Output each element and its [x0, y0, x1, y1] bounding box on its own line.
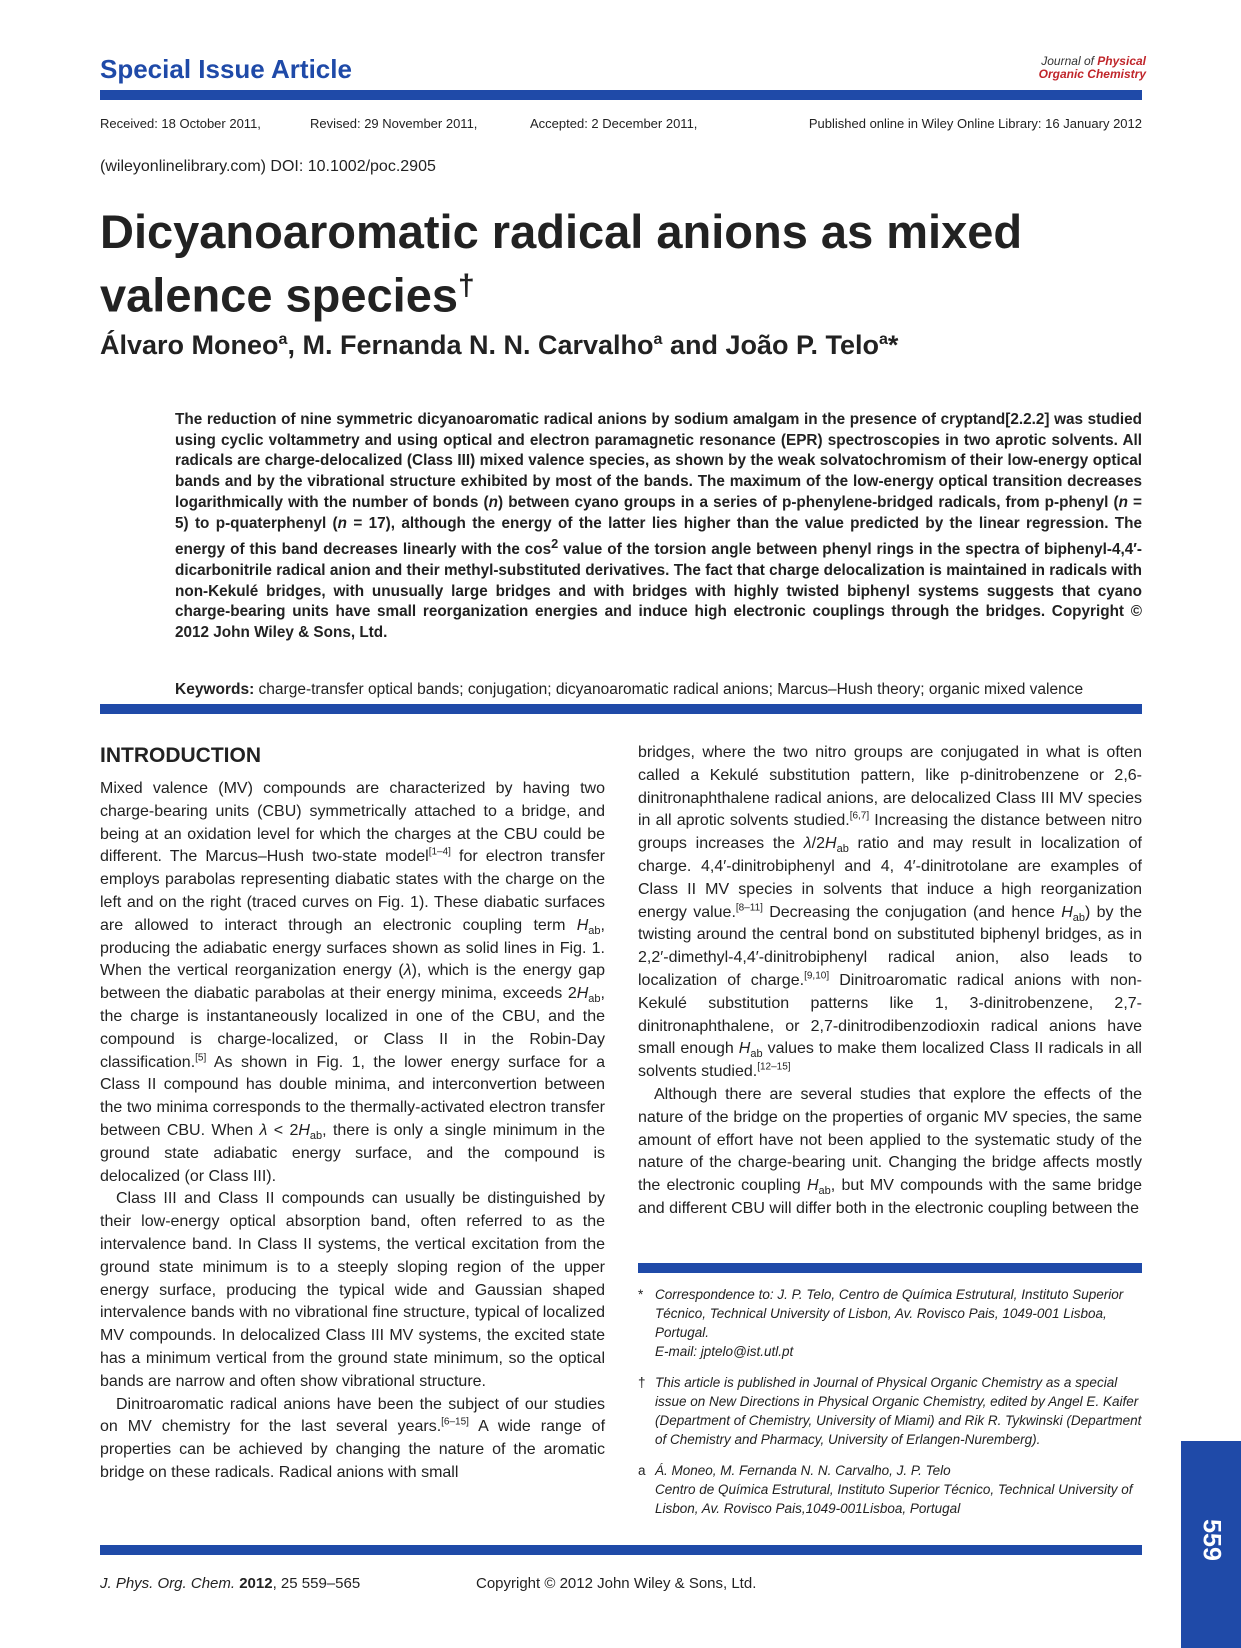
citation[interactable]: [5] [195, 1052, 207, 1064]
citation[interactable]: [1–4] [428, 847, 451, 859]
author-affiliation-mark: a [653, 331, 663, 348]
col2-paragraph-2: Although there are several studies that explore the effects of the nature of the bridge on the properties of organic MV species, the same amount of effort have not been applied to the systematic study of the nature of the charge-bearing unit. Changing the bridge affects mostly the electronic coupling $H_{ab}$, but MV compounds with the same bridge and different CBU will differ both in the electronic coupling between the [638, 1085, 1142, 1217]
published-date: Published online in Wiley Online Library: 16 January 2012 [808, 116, 1142, 131]
header-rule [100, 90, 1142, 100]
footer-rule [100, 1545, 1142, 1555]
footnotes [638, 1285, 1142, 1530]
footnote-rule [638, 1263, 1142, 1273]
article-title [100, 205, 1100, 323]
keywords-text: charge-transfer optical bands; conjugation; dicyanoaromatic radical anions; Marcus–Hush theory; organic mixed valence [254, 681, 1084, 698]
citation[interactable]: [8–11] [735, 902, 763, 914]
journal-logo-subtitle: Organic Chemistry [1038, 67, 1146, 81]
citation[interactable]: [9,10] [804, 970, 830, 982]
footnote-mark: * [638, 1287, 644, 1302]
intro-paragraph-3: Dinitroaromatic radical anions have been the subject of our studies on MV chemistry for the last several years.[6–15] A wide range of properties can be achieved by changing the nature of the aromatic bridge on these radicals. Radical anions with small [100, 1395, 606, 1481]
keywords-label: Keywords: [175, 681, 255, 698]
footnote-special-issue: † This article is published in Journal of Physical Organic Chemistry as a special issue on New Directions in Physical Organic Chemistry, edited by Angel E. Kaifer (Department of Chemistry, University of Miami) and Rik R. Tykwinski (Department of Chemistry and Pharmacy, University of Erlangen-Nuremberg). [638, 1375, 1142, 1447]
author-affiliation-mark: a [278, 331, 288, 348]
keywords [175, 681, 1142, 699]
citation[interactable]: [6–15] [441, 1416, 469, 1428]
body-column-left [100, 778, 605, 1485]
doi-line[interactable]: (wileyonlinelibrary.com) DOI: 10.1002/poc.2905 [100, 158, 436, 175]
title-line-2: valence species [100, 268, 458, 322]
footer-copyright: Copyright © 2012 John Wiley & Sons, Ltd. [476, 1575, 757, 1592]
citation[interactable]: [12–15] [757, 1061, 791, 1073]
correspondence-email[interactable]: E-mail: jptelo@ist.utl.pt [655, 1344, 794, 1359]
body-column-right [638, 742, 1142, 1221]
col2-paragraph-1: bridges, where the two nitro groups are conjugated in what is often called a Kekulé substitution pattern, like p-dinitrobenzene or 2,6-dinitronaphthalene radical anions, are delocalized Class III MV species in all aprotic solvents studied.[6,7] Increasing the distance between nitro groups increases the $\lambda/2H_{ab}$ ratio and may result in localization of charge. 4,4′-dinitrobiphenyl and 4, 4′-dinitrotolane are examples of Class II MV species in solvents that induce a high reorganization energy value.[8–11] Decreasing the conjugation (and hence $H_{ab}$) by the twisting around the central bond on substituted biphenyl bridges, as in 2,2′-dimethyl-4,4′-dinitrobiphenyl radical anion, also leads to localization of charge.[9,10] Dinitroaromatic radical anions with non-Kekulé substitution patterns like 1, 3-dinitrobenzene, 2,7-dinitronaphthalene, or 2,7-dinitrodibenzodioxin radical anions have small enough $H_{ab}$ values to make them localized Class II radicals in all solvents studied.[12–15] [638, 744, 1143, 1081]
abstract: The reduction of nine symmetric dicyanoaromatic radical anions by sodium amalgam in the presence of cryptand[2.2.2] was studied using cyclic voltammetry and using optical and electron paramagnetic resonance (EPR) spectroscopies in two aprotic solvents. All radicals are charge-delocalized (Class III) mixed valence species, as shown by the weak solvatochromism of their low-energy optical bands and by the vibrational structure exhibited by most of the bands. The maximum of the low-energy optical transition decreases logarithmically with the number of bonds (n) between cyano groups in a series of p-phenylene-bridged radicals, from p-phenyl (n = 5) to p-quaterphenyl (n = 17), although the energy of the latter lies higher than the value predicted by the linear regression. The energy of this band decreases linearly with the $\cos^2$ value of the torsion angle between phenyl rings in the spectra of biphenyl-4,4′-dicarbonitrile radical anion and their methyl-substituted derivatives. The fact that charge delocalization is maintained in radicals with non-Kekulé bridges, with unusually large bridges and with bridges with highly twisted biphenyl systems suggests that cyano charge-bearing units have small reorganization energies and induce high electronic couplings through the bridges. Copyright © 2012 John Wiley & Sons, Ltd. [175, 411, 1142, 642]
title-dagger: † [458, 269, 475, 302]
author-affiliation-mark: a [879, 331, 888, 348]
author-name: Álvaro Moneo [100, 330, 279, 360]
author-separator: , [287, 330, 303, 360]
author-separator: and [662, 330, 726, 360]
journal-citation: J. Phys. Org. Chem. 2012, 25 559–565 [100, 1575, 361, 1592]
abstract-rule [100, 704, 1142, 714]
footnote-mark: † [638, 1375, 646, 1390]
corresponding-author-mark: * [887, 330, 899, 360]
footnote-mark: a [638, 1463, 646, 1478]
journal-logo-prefix: Journal of [1041, 54, 1094, 68]
section-label: Special Issue Article [100, 54, 352, 84]
journal-logo-word: Physical [1097, 54, 1146, 68]
intro-paragraph-2: Class III and Class II compounds can usually be distinguished by their low-energy optical absorption band, often referred to as the intervalence band. In Class II systems, the vertical excitation from the ground state minimum is to a steeply sloping region of the upper energy surface, producing the typical wide and Gaussian shaped intervalence bands with no vibrational fine structure, typical of localized MV compounds. In delocalized Class III MV systems, the excited state has a minimum vertical from the ground state minimum, so the optical bands are narrow and often show vibrational structure. [100, 1190, 605, 1390]
revised-date: Revised: 29 November 2011, [310, 116, 478, 131]
intro-paragraph-1: Mixed valence (MV) compounds are characterized by having two charge-bearing units (CBU) symmetrically attached to a bridge, and being at an oxidation level for which the charges at the CBU could be different. The Marcus–Hush two-state model[1–4] for electron transfer employs parabolas representing diabatic states with the charge on the left and on the right (traced curves on Fig. 1). These diabatic surfaces are allowed to interact through an electronic coupling term $H_{ab}$, producing the adiabatic energy surfaces shown as solid lines in Fig. 1. When the vertical reorganization energy (λ), which is the energy gap between the diabatic parabolas at their energy minima, exceeds $2H_{ab}$, the charge is instantaneously localized in one of the CBU, and the compound is charge-localized, or Class II in the Robin-Day classification.[5] As shown in Fig. 1, the lower energy surface for a Class II compound has double minima, and interconvertion between the two minima corresponds to the thermally-activated electron transfer between CBU. When $\lambda < 2H_{ab}$, there is only a single minimum in the ground state adiabatic energy surface, and the compound is delocalized (or Class III). [100, 780, 606, 1185]
author-name: João P. Telo [725, 330, 880, 360]
citation[interactable]: [6,7] [849, 811, 870, 823]
page-number: 559 [1197, 1519, 1226, 1562]
title-line-1: Dicyanoaromatic radical anions as mixed [100, 205, 1023, 258]
footnote-affiliation: a Á. Moneo, M. Fernanda N. N. Carvalho, J. P. Telo Centro de Química Estrutural, Instituto Superior Técnico, Technical University of Lisbon, Av. Rovisco Pais,1049-001Lisboa, Portugal [638, 1463, 1133, 1516]
journal-logo [1039, 55, 1146, 81]
author-list [100, 330, 898, 361]
author-name: M. Fernanda N. N. Carvalho [302, 330, 654, 360]
footnote-correspondence: * Correspondence to: J. P. Telo, Centro de Química Estrutural, Instituto Superior Técnico, Technical University of Lisbon, Av. Rovisco Pais, 1049-001 Lisboa, Portugal. E-mail: jptelo@ist.utl.pt [638, 1285, 1142, 1361]
received-date: Received: 18 October 2011, [100, 116, 261, 131]
accepted-date: Accepted: 2 December 2011, [530, 116, 698, 131]
section-heading-introduction: INTRODUCTION [100, 744, 261, 767]
